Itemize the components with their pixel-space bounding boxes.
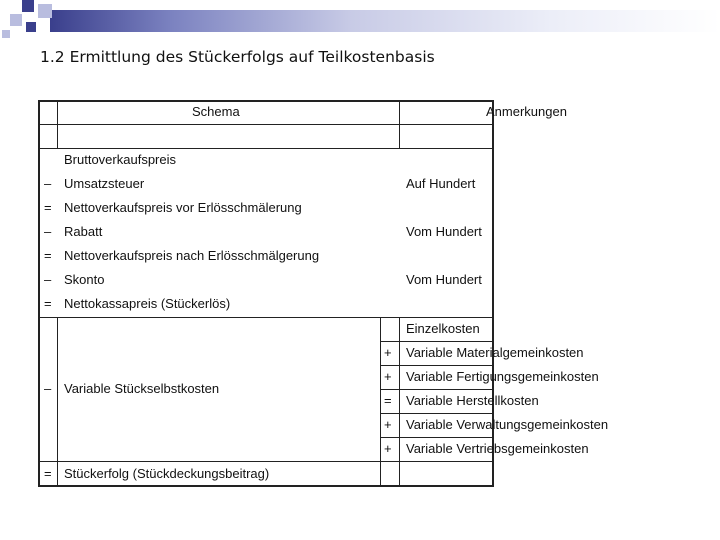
row-divider bbox=[380, 437, 494, 438]
header-square bbox=[26, 22, 36, 32]
row-divider bbox=[380, 413, 494, 414]
result-label: Stückerfolg (Stückdeckungsbeitrag) bbox=[64, 466, 270, 481]
column-divider bbox=[399, 100, 400, 149]
header-square bbox=[10, 14, 22, 26]
row-label: Rabatt bbox=[64, 224, 103, 239]
costs-heading: Einzelkosten bbox=[406, 321, 480, 336]
cost-item-label: Variable Herstellkosten bbox=[406, 393, 539, 408]
slide-header-decoration bbox=[0, 0, 720, 40]
row-operator: – bbox=[44, 381, 52, 396]
table-border bbox=[38, 100, 494, 102]
row-operator: – bbox=[44, 224, 52, 239]
row-divider bbox=[38, 148, 494, 149]
row-operator: – bbox=[44, 272, 52, 287]
cost-item-operator: + bbox=[384, 441, 392, 456]
row-note: Vom Hundert bbox=[406, 272, 482, 287]
cost-item-operator: + bbox=[384, 369, 392, 384]
header-square bbox=[2, 30, 10, 38]
header-gradient-band bbox=[50, 10, 720, 32]
row-label: Nettokassapreis (Stückerlös) bbox=[64, 296, 231, 311]
column-divider bbox=[399, 317, 400, 487]
row-operator: = bbox=[44, 296, 52, 311]
row-divider bbox=[380, 365, 494, 366]
row-label: Umsatzsteuer bbox=[64, 176, 145, 191]
table-border bbox=[38, 100, 40, 487]
header-square bbox=[38, 4, 52, 18]
row-operator: – bbox=[44, 176, 52, 191]
header-schema: Schema bbox=[192, 104, 240, 119]
column-divider bbox=[57, 100, 58, 149]
row-divider bbox=[380, 389, 494, 390]
cost-group-label: Variable Stückselbstkosten bbox=[64, 381, 220, 396]
cost-item-operator: + bbox=[384, 417, 392, 432]
cost-item-label: Variable Vertriebsgemeinkosten bbox=[406, 441, 589, 456]
row-label: Bruttoverkaufspreis bbox=[64, 152, 176, 167]
row-label: Nettoverkaufspreis nach Erlösschmälgerung bbox=[64, 248, 320, 263]
cost-item-operator: = bbox=[384, 393, 392, 408]
row-divider bbox=[38, 317, 494, 318]
row-operator: = bbox=[44, 466, 52, 481]
row-label: Skonto bbox=[64, 272, 105, 287]
cost-item-label: Variable Fertigungsgemeinkosten bbox=[406, 369, 599, 384]
cost-item-operator: + bbox=[384, 345, 392, 360]
column-divider bbox=[380, 317, 381, 487]
schema-table bbox=[38, 100, 609, 487]
header-square bbox=[22, 0, 34, 12]
row-note: Auf Hundert bbox=[406, 176, 476, 191]
row-divider bbox=[38, 124, 494, 125]
row-divider bbox=[380, 341, 494, 342]
page-title: 1.2 Ermittlung des Stückerfolgs auf Teilkostenbasis bbox=[40, 48, 435, 66]
table-border bbox=[38, 485, 494, 487]
row-operator: = bbox=[44, 248, 52, 263]
column-divider bbox=[57, 317, 58, 487]
row-label: Nettoverkaufspreis vor Erlösschmälerung bbox=[64, 200, 302, 215]
row-note: Vom Hundert bbox=[406, 224, 482, 239]
row-divider bbox=[38, 461, 494, 462]
cost-item-label: Variable Materialgemeinkosten bbox=[406, 345, 584, 360]
header-notes: Anmerkungen bbox=[486, 104, 567, 119]
cost-item-label: Variable Verwaltungsgemeinkosten bbox=[406, 417, 609, 432]
row-operator: = bbox=[44, 200, 52, 215]
